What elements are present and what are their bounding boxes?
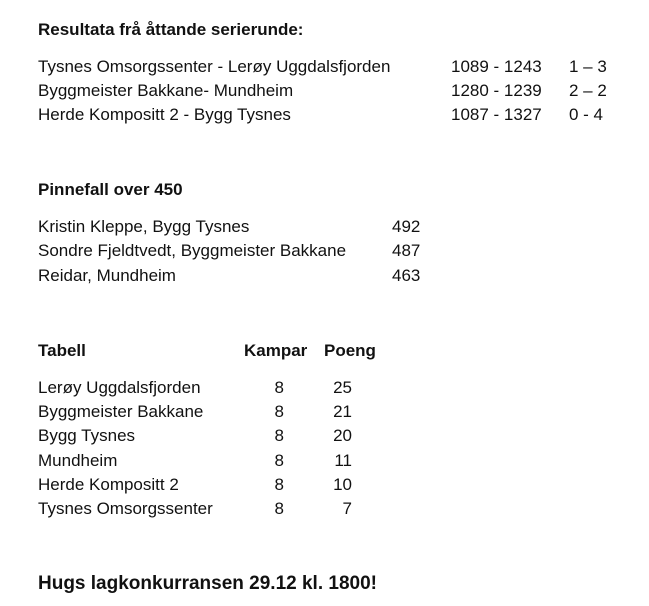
- pinfall-row-3-value: 463: [392, 266, 421, 285]
- table-row-5-matches: 8: [274, 475, 284, 494]
- table-row-3-team: Bygg Tysnes: [38, 426, 136, 445]
- result-row-3-score: 0 - 4: [569, 105, 604, 124]
- table-header-points: Poeng: [324, 341, 376, 360]
- table-header-team: Tabell: [38, 341, 86, 360]
- result-row-1-match: Tysnes Omsorgssenter - Lerøy Uggdalsfjorden: [38, 57, 391, 76]
- table-row-4-matches: 8: [274, 451, 284, 470]
- table-row-2-team: Byggmeister Bakkane: [38, 402, 204, 421]
- table-row-1-points: 25: [333, 378, 352, 397]
- result-row-1-score: 1 – 3: [569, 57, 607, 76]
- table-row-1-team: Lerøy Uggdalsfjorden: [38, 378, 201, 397]
- table-row-1-matches: 8: [274, 378, 284, 397]
- pinfall-row-1-value: 492: [392, 217, 421, 236]
- table-row-2-matches: 8: [274, 402, 284, 421]
- result-row-2-score: 2 – 2: [569, 81, 607, 100]
- result-row-2-match: Byggmeister Bakkane- Mundheim: [38, 81, 294, 100]
- pinfall-row-1-name: Kristin Kleppe, Bygg Tysnes: [38, 217, 250, 236]
- table-row-6-team: Tysnes Omsorgssenter: [38, 499, 213, 518]
- pinfall-row-2-value: 487: [392, 241, 421, 260]
- table-row-6-matches: 8: [274, 499, 284, 518]
- footer-reminder: Hugs lagkonkurransen 29.12 kl. 1800!: [38, 573, 377, 594]
- table-row-4-points: 11: [334, 451, 352, 470]
- result-row-2-pins: 1280 - 1239: [451, 81, 542, 100]
- results-heading: Resultata frå åttande serierunde:: [38, 20, 304, 39]
- table-row-3-points: 20: [333, 426, 352, 445]
- pinfall-row-2-name: Sondre Fjeldtvedt, Byggmeister Bakkane: [38, 241, 347, 260]
- result-row-1-pins: 1089 - 1243: [451, 57, 542, 76]
- table-row-5-points: 10: [333, 475, 352, 494]
- pinfall-row-3-name: Reidar, Mundheim: [38, 266, 176, 285]
- pinfall-heading: Pinnefall over 450: [38, 180, 183, 199]
- table-header-matches: Kampar: [244, 341, 308, 360]
- table-row-3-matches: 8: [274, 426, 284, 445]
- table-row-6-points: 7: [342, 499, 352, 518]
- table-row-5-team: Herde Kompositt 2: [38, 475, 179, 494]
- table-row-4-team: Mundheim: [38, 451, 118, 470]
- result-row-3-pins: 1087 - 1327: [451, 105, 542, 124]
- table-row-2-points: 21: [333, 402, 352, 421]
- result-row-3-match: Herde Kompositt 2 - Bygg Tysnes: [38, 105, 291, 124]
